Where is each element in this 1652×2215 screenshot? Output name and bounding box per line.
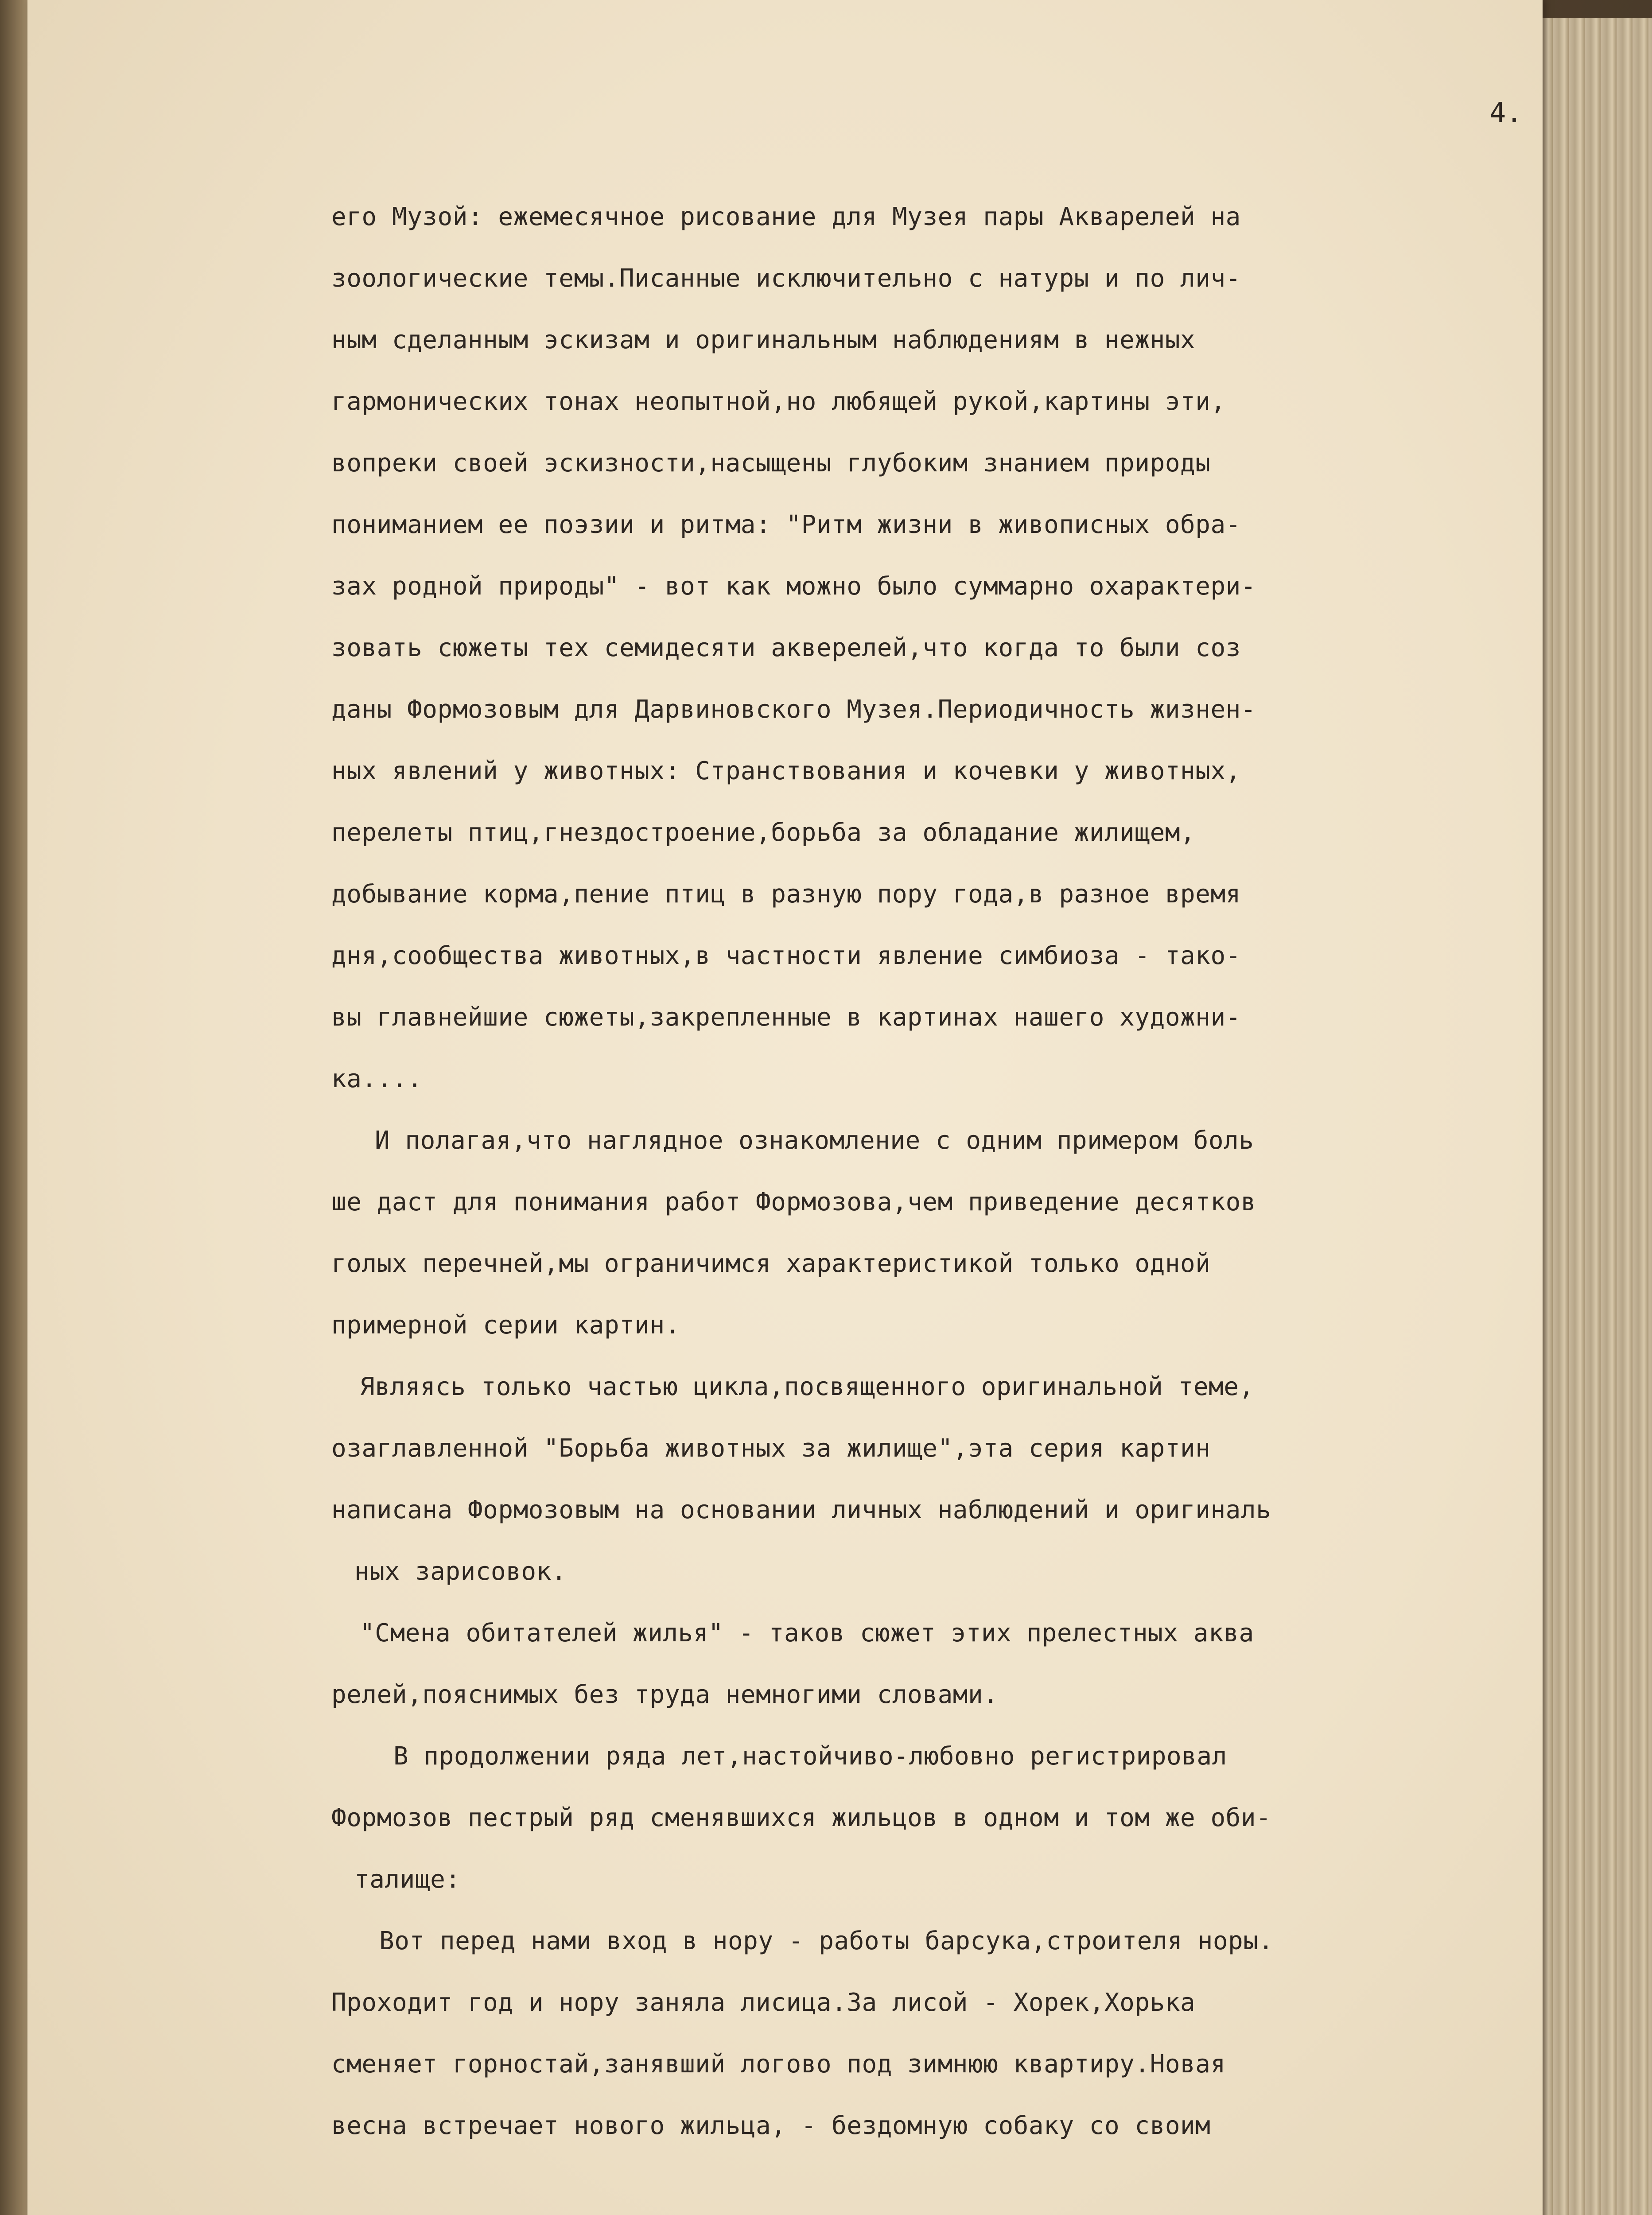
text-line: В продолжении ряда лет,настойчиво-любовно регистрировал	[393, 1742, 1227, 1771]
text-line: Проходит год и нору заняла лисица.За лисой - Хорек,Хорька	[331, 1988, 1196, 2017]
text-line: Вот перед нами вход в нору - работы барсука,строителя норы.	[379, 1927, 1274, 1955]
text-line: вы главнейшие сюжеты,закрепленные в картинах нашего художни-	[331, 1003, 1241, 1032]
text-line: Формозов пестрый ряд сменявшихся жильцов в одном и том же оби-	[331, 1803, 1271, 1832]
text-line: пониманием ее поэзии и ритма: "Ритм жизни в живописных обра-	[331, 510, 1241, 539]
text-line: ных явлений у животных: Странствования и кочевки у животных,	[331, 757, 1241, 785]
text-line: вопреки своей эскизности,насыщены глубоким знанием природы	[331, 449, 1211, 478]
text-line: ше даст для понимания работ Формозова,чем приведение десятков	[331, 1188, 1256, 1216]
text-line: добывание корма,пение птиц в разную пору года,в разное время	[331, 880, 1241, 909]
text-line: ным сделанным эскизам и оригинальным наблюдениям в нежных	[331, 326, 1196, 354]
text-line: весна встречает нового жильца, - бездомную собаку со своим	[331, 2111, 1211, 2140]
text-line: дня,сообщества животных,в частности явление симбиоза - тако-	[331, 941, 1241, 970]
text-line: Являясь только частью цикла,посвященного оригинальной теме,	[360, 1372, 1254, 1401]
text-line: гармонических тонах неопытной,но любящей рукой,картины эти,	[331, 387, 1226, 416]
paper-stack-edge	[1537, 18, 1652, 2215]
text-line: сменяет горностай,занявший логово под зимнюю квартиру.Новая	[331, 2050, 1226, 2079]
text-line: примерной серии картин.	[331, 1311, 680, 1340]
text-line: талище:	[354, 1865, 461, 1894]
text-line: озаглавленной "Борьба животных за жилище",эта серия картин	[331, 1434, 1211, 1463]
text-line: релей,пояснимых без труда немногими словами.	[331, 1680, 999, 1709]
text-line: написана Формозовым на основании личных наблюдений и оригиналь	[331, 1496, 1271, 1524]
text-line: даны Формозовым для Дарвиновского Музея.Периодичность жизнен-	[331, 695, 1256, 724]
text-line: его Музой: ежемесячное рисование для Музея пары Акварелей на	[331, 202, 1241, 231]
text-line: перелеты птиц,гнездостроение,борьба за обладание жилищем,	[331, 818, 1196, 847]
text-line: "Смена обитателей жилья" - таков сюжет этих прелестных аква	[360, 1619, 1254, 1648]
typed-text-body	[331, 186, 1554, 2157]
text-line: ных зарисовок.	[354, 1557, 567, 1586]
text-line: голых перечней,мы ограничимся характеристикой только одной	[331, 1249, 1211, 1278]
text-line: И полагая,что наглядное ознакомление с одним примером боль	[375, 1126, 1254, 1155]
text-line: ка....	[331, 1065, 423, 1093]
text-line: зах родной природы" - вот как можно было суммарно охарактери-	[331, 572, 1256, 601]
text-line: зоологические темы.Писанные исключительно с натуры и по лич-	[331, 264, 1241, 293]
text-line: зовать сюжеты тех семидесяти акверелей,что когда то были соз	[331, 633, 1241, 662]
page-number: 4.	[1489, 97, 1523, 129]
